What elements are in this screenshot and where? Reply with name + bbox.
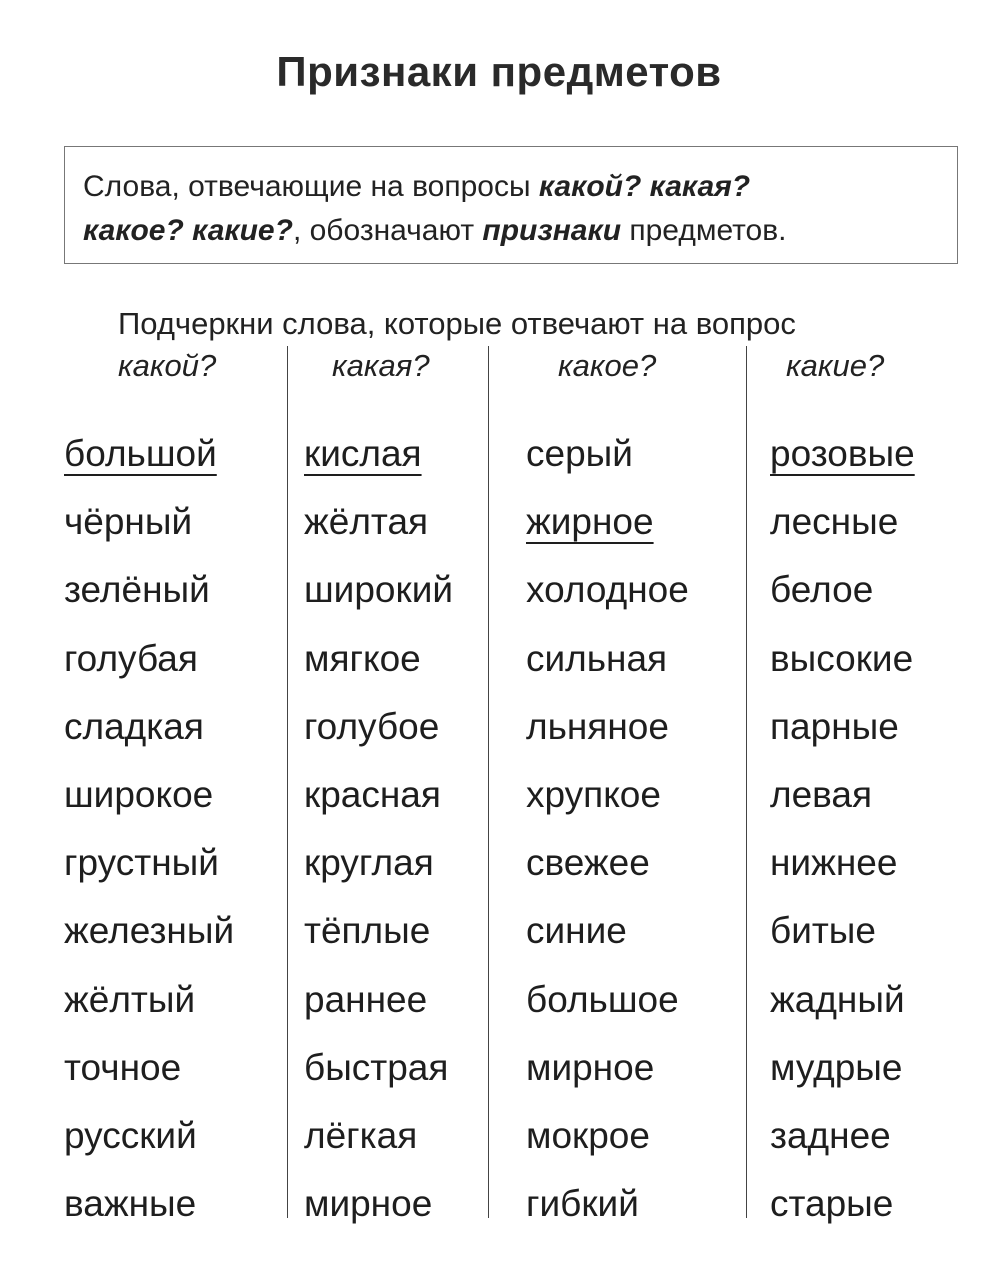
word-item[interactable] [770,695,915,763]
word-text: левая [770,773,873,815]
word-text: тёплые [304,910,431,952]
word-item[interactable] [526,490,689,558]
word-text: чёрный [64,501,193,543]
word-item[interactable] [64,627,234,695]
word-text: русский [64,1114,197,1156]
word-item[interactable] [304,627,453,695]
word-text: жирное [526,501,654,543]
word-text: старые [770,1183,894,1225]
page-title: Признаки предметов [276,48,722,95]
word-item[interactable] [304,1172,453,1240]
word-item[interactable] [770,627,915,695]
word-text: лёгкая [304,1114,418,1156]
word-item[interactable] [64,422,234,490]
rule-text-part3: предметов. [621,214,787,247]
rule-box [64,146,958,264]
word-item[interactable] [770,1104,915,1172]
word-text: нижнее [770,842,898,884]
word-item[interactable] [770,558,915,626]
word-text: гибкий [526,1183,639,1225]
word-text: круглая [304,842,434,884]
word-item[interactable] [64,763,234,831]
word-text: зелёный [64,569,210,611]
word-item[interactable] [304,1036,453,1104]
word-text: точное [64,1046,182,1088]
word-item[interactable] [304,968,453,1036]
word-text: грустный [64,842,219,884]
word-text: белое [770,569,874,611]
word-column-2 [304,422,453,1240]
column-divider-1 [287,346,288,1218]
word-text: жадный [770,978,905,1020]
word-column-4 [770,422,915,1240]
word-text: мирное [304,1183,433,1225]
word-item[interactable] [64,831,234,899]
rule-questions-2: какое? какие? [83,214,293,247]
word-text: широкий [304,569,454,611]
rule-text-part2: , обозначают [292,214,483,247]
word-text: серый [526,433,633,474]
word-item[interactable] [64,1104,234,1172]
word-item[interactable] [304,490,453,558]
word-item[interactable] [526,1172,689,1240]
word-item[interactable] [304,558,453,626]
word-text: розовые [770,433,915,474]
word-item[interactable] [526,763,689,831]
word-item[interactable] [64,1036,234,1104]
word-item[interactable] [64,490,234,558]
rule-questions-1: какой? какая? [538,170,751,203]
word-text: железный [64,910,235,952]
word-text: заднее [770,1114,891,1156]
column-divider-2 [488,346,489,1218]
word-text: важные [64,1183,197,1225]
word-item[interactable] [64,899,234,967]
word-item[interactable] [304,899,453,967]
word-text: кислая [304,433,422,474]
word-column-1 [64,422,234,1240]
rule-keyword: признаки [482,214,622,247]
word-item[interactable] [526,899,689,967]
word-text: парные [770,705,899,747]
word-text: мягкое [304,637,421,679]
word-item[interactable] [526,558,689,626]
word-text: жёлтая [304,501,429,543]
word-text: льняное [526,705,669,747]
word-item[interactable] [770,968,915,1036]
word-text: раннее [304,978,428,1020]
word-item[interactable] [770,763,915,831]
word-text: сладкая [64,705,204,747]
word-text: широкое [64,773,214,815]
word-item[interactable] [304,695,453,763]
word-text: синие [526,910,627,952]
rule-text-part1: Слова, отвечающие на вопросы [83,170,539,203]
word-item[interactable] [526,831,689,899]
question-col-1: какой? [118,348,217,383]
word-text: жёлтый [64,978,196,1020]
column-divider-3 [746,346,747,1218]
word-text: холодное [526,569,689,611]
word-text: высокие [770,637,914,679]
word-text: мирное [526,1046,655,1088]
word-text: мокрое [526,1114,650,1156]
word-item[interactable] [770,899,915,967]
word-item[interactable] [770,1172,915,1240]
word-text: мудрые [770,1046,903,1088]
word-text: быстрая [304,1046,449,1088]
question-col-3: какое? [558,348,657,383]
word-text: голубая [64,637,198,679]
word-item[interactable] [64,695,234,763]
word-item[interactable] [526,1036,689,1104]
word-text: свежее [526,842,650,884]
word-text: хрупкое [526,773,661,815]
word-item[interactable] [64,558,234,626]
word-item[interactable] [526,968,689,1036]
word-text: голубое [304,705,440,747]
word-text: большое [526,978,679,1020]
word-item[interactable] [304,422,453,490]
word-item[interactable] [526,695,689,763]
word-item[interactable] [64,1172,234,1240]
word-item[interactable] [304,831,453,899]
word-item[interactable] [304,1104,453,1172]
question-col-2: какая? [332,348,430,383]
word-item[interactable] [526,422,689,490]
question-col-4: какие? [786,348,885,383]
word-item[interactable] [770,831,915,899]
word-item[interactable] [770,490,915,558]
word-item[interactable] [64,968,234,1036]
word-item[interactable] [526,627,689,695]
word-text: лесные [770,501,899,543]
instruction: Подчеркни слова, которые отвечают на вопрос [118,306,796,341]
word-text: сильная [526,637,668,679]
word-item[interactable] [304,763,453,831]
word-item[interactable] [770,1036,915,1104]
word-column-3 [526,422,689,1240]
word-text: битые [770,910,876,952]
word-item[interactable] [526,1104,689,1172]
word-text: большой [64,433,217,474]
word-item[interactable] [770,422,915,490]
word-text: красная [304,773,441,815]
